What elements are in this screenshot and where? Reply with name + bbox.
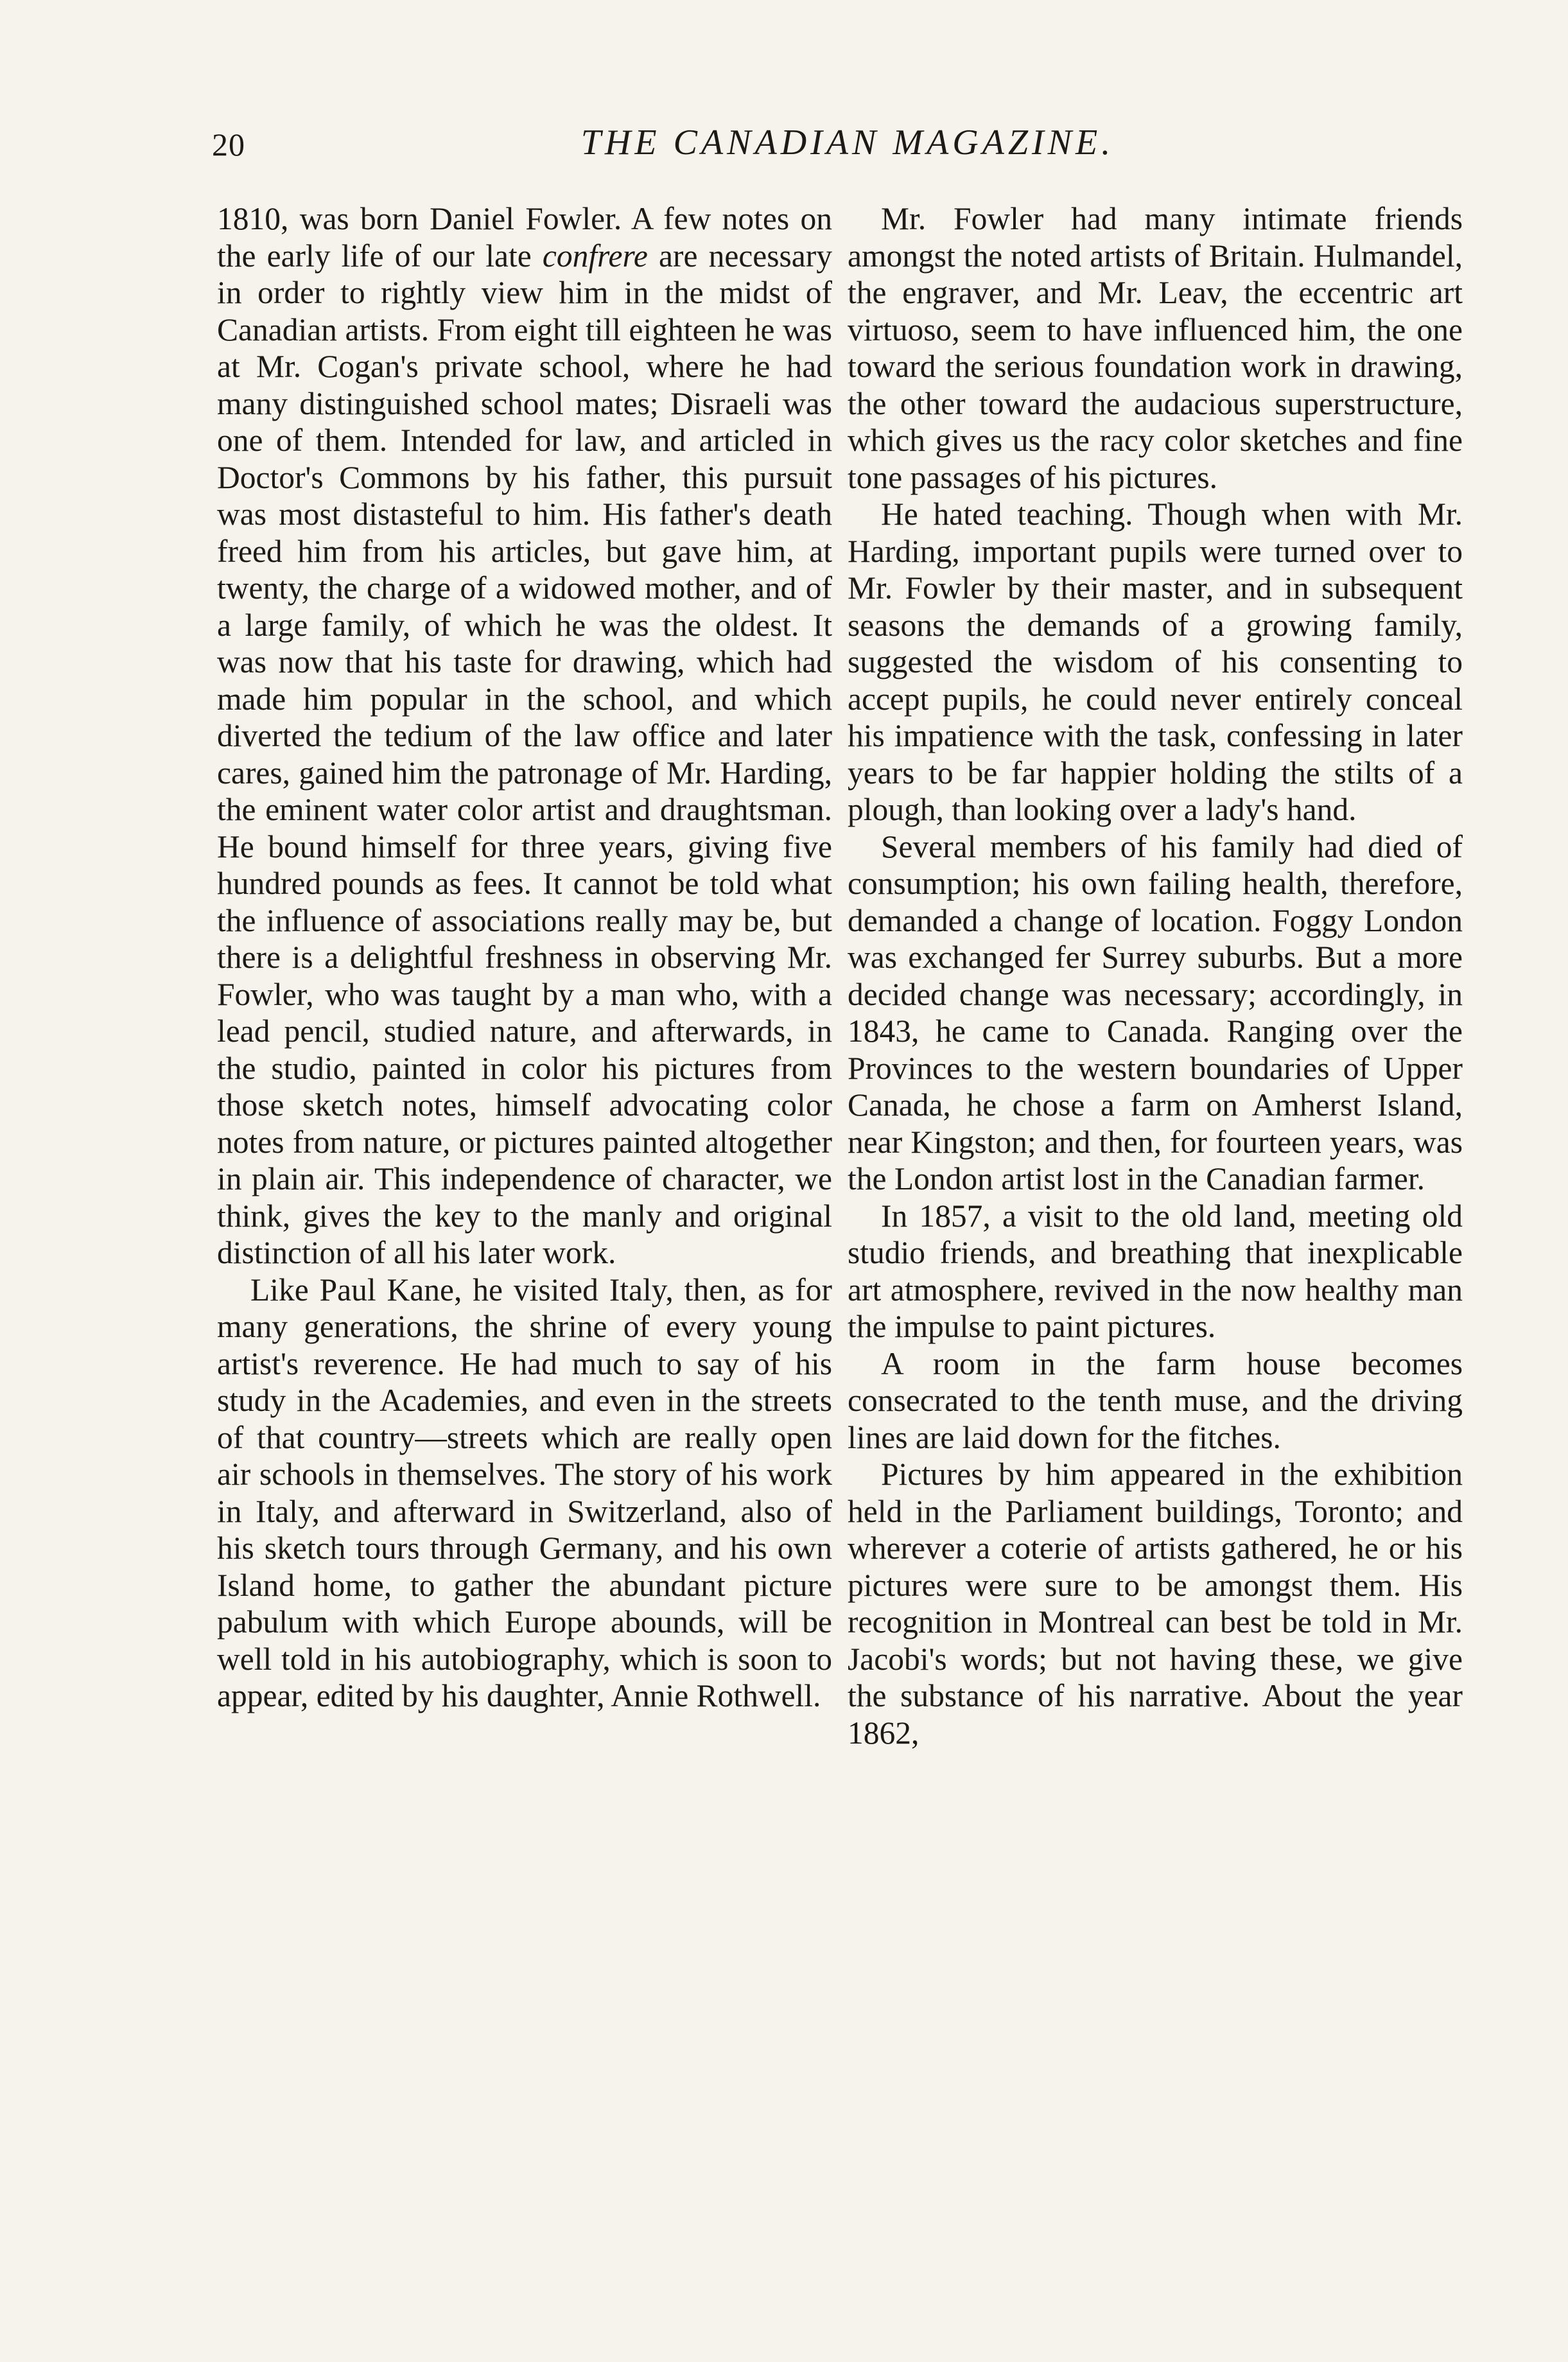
running-title: THE CANADIAN MAGAZINE. — [580, 123, 1115, 162]
right-paragraph-1: Mr. Fowler had many intimate friends amongst the noted artists of Britain. Hulmandel, the engraver, and Mr. Leav, the eccentric art virtuoso, seem to have influenced him, the one toward the serious foundation work in drawing, the other toward the audacious superstructure, which gives us the racy color sketches and fine tone passages of his pictures. — [848, 201, 1463, 495]
left-p1-text-a: 1810, was born Daniel Fowler. A few notes on the early life of our late — [217, 201, 832, 274]
right-column — [848, 200, 1463, 1751]
left-p1-text-b: are necessary in order to rightly view him in the midst of Canadian artists. From eight till eighteen he was at Mr. Cogan's private school, where he had many distinguished school mates; Disraeli was one of them. Intended for law, and articled in Doctor's Commons by his father, this pursuit was most distasteful to him. His father's death freed him from his articles, but gave him, at twenty, the charge of a widowed mother, and of a large family, of which he was the oldest. It was now that his taste for drawing, which had made him popular in the school, and which diverted the tedium of the law office and later cares, gained him the patronage of Mr. Harding, the eminent water color artist and draughtsman. He bound himself for three years, giving five hundred pounds as fees. It cannot be told what the influence of associations really may be, but there is a delightful freshness in observing Mr. Fowler, who was taught by a man who, with a lead pencil, studied nature, and afterwards, in the studio, painted in color his pictures from those sketch notes, himself advocating color notes from nature, or pictures painted altogether in plain air. This independence of character, we think, gives the key to the manly and original distinction of all his later work. — [217, 238, 832, 1270]
left-p1-italic-word: confrere — [542, 238, 648, 274]
right-paragraph-5: A room in the farm house becomes consecrated to the tenth muse, and the driving lines are laid down for the fitches. — [848, 1345, 1463, 1455]
left-paragraph-1 — [217, 200, 832, 1272]
left-column — [217, 200, 832, 1715]
left-paragraph-2: Like Paul Kane, he visited Italy, then, as for many generations, the shrine of every young artist's reverence. He had much to say of his study in the Academies, and even in the streets of that country—streets which are really open air schools in themselves. The story of his work in Italy, and afterward in Switzerland, also of his sketch tours through Germany, and his own Island home, to gather the abundant picture pabulum with which Europe abounds, will be well told in his autobiography, which is soon to appear, edited by his daughter, Annie Rothwell. — [217, 1272, 832, 1713]
right-paragraph-6: Pictures by him appeared in the exhibition held in the Parliament buildings, Toronto; and wherever a coterie of artists gathered, he or his pictures were sure to be amongst them. His recognition in Montreal can best be told in Mr. Jacobi's words; but not having these, we give the substance of his narrative. About the year 1862, — [848, 1457, 1463, 1751]
page-number: 20 — [212, 127, 245, 162]
right-paragraph-2: He hated teaching. Though when with Mr. Harding, important pupils were turned over to Mr. Fowler by their master, and in subsequent seasons the demands of a growing family, suggested the wisdom of his consenting to accept pupils, he could never entirely conceal his impatience with the task, confessing in later years to be far happier holding the stilts of a plough, than looking over a lady's hand. — [848, 496, 1463, 827]
right-paragraph-4: In 1857, a visit to the old land, meeting old studio friends, and breathing that inexplicable art atmosphere, revived in the now healthy man the impulse to paint pictures. — [848, 1198, 1463, 1344]
right-paragraph-3: Several members of his family had died of consumption; his own failing health, therefore, demanded a change of location. Foggy London was exchanged fer Surrey suburbs. But a more decided change was necessary; accordingly, in 1843, he came to Canada. Ranging over the Provinces to the western boundaries of Upper Canada, he chose a farm on Amherst Island, near Kingston; and then, for fourteen years, was the London artist lost in the Canadian farmer. — [848, 828, 1463, 1196]
